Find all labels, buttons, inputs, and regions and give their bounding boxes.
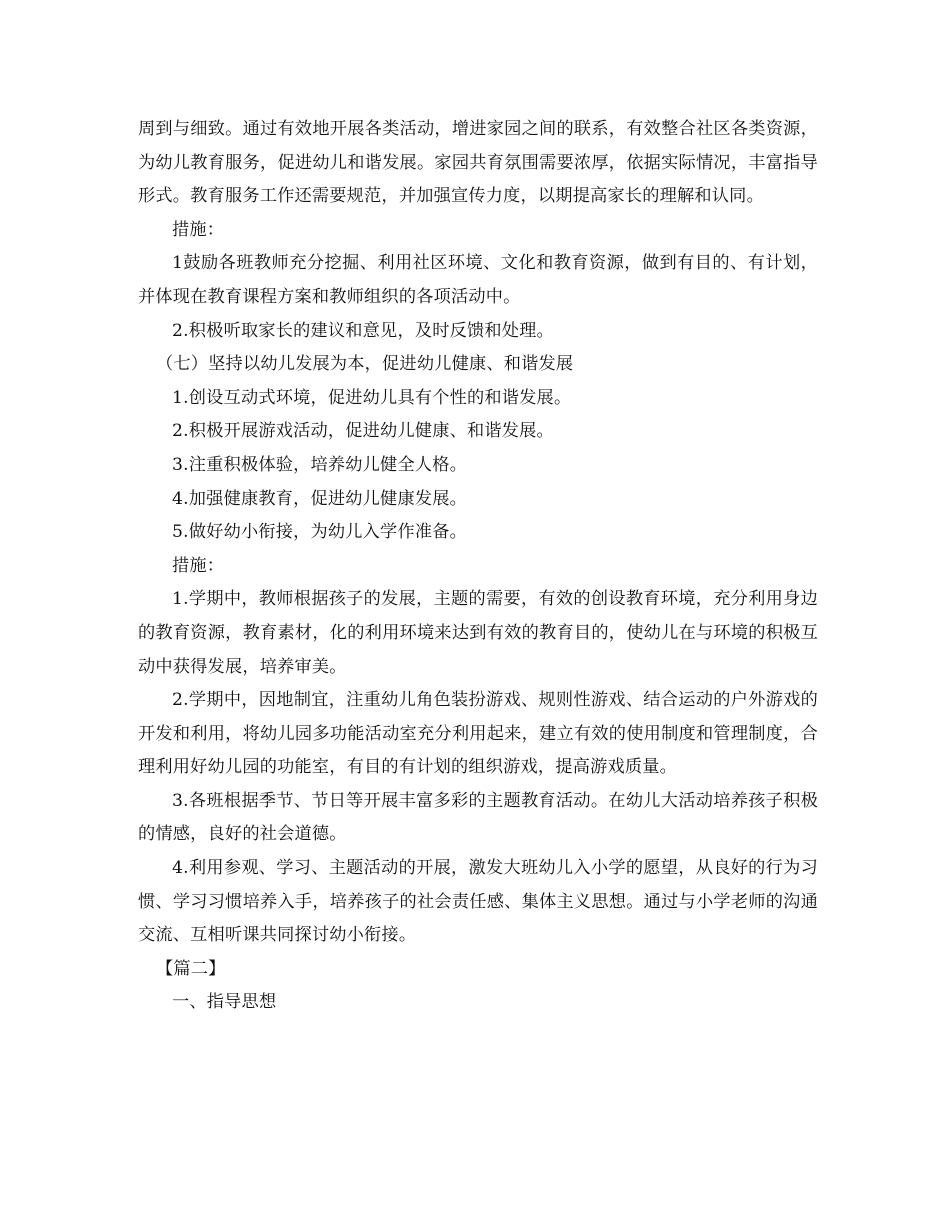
measures-label-2: 措施： <box>172 555 225 576</box>
measure-item-2: 2.积极听取家长的建议和意见，及时反馈和处理。 <box>172 320 554 341</box>
goal-item-1: 1.创设互动式环境，促进幼儿具有个性的和谐发展。 <box>172 387 572 408</box>
section-heading-seven: （七）坚持以幼儿发展为本，促进幼儿健康、和谐发展 <box>156 354 574 375</box>
measure-detail-4: 4.利用参观、学习、主题活动的开展，激发大班幼儿入小学的愿望，从良好的行为习惯、学习习惯培养入手，培养孩子的社会责任感、集体主义思想。通过与小学老师的沟通交流、互相听课共同探讨幼小衔接。 <box>138 858 818 946</box>
measure-detail-2: 2.学期中，因地制宜，注重幼儿角色装扮游戏、规则性游戏、结合运动的户外游戏的开发和利用，将幼儿园多功能活动室充分利用起来，建立有效的使用制度和管理制度，合理利用好幼儿园的功能室，有目的有计划的组织游戏，提高游戏质量。 <box>138 690 818 778</box>
measure-detail-1: 1.学期中，教师根据孩子的发展，主题的需要，有效的创设教育环境，充分利用身边的教育资源，教育素材，化的利用环境来达到有效的教育目的，使幼儿在与环境的积极互动中获得发展，培养审美。 <box>138 589 818 677</box>
measure-item-1: 1鼓励各班教师充分挖掘、利用社区环境、文化和教育资源，做到有目的、有计划，并体现在教育课程方案和教师组织的各项活动中。 <box>138 253 818 307</box>
measures-label: 措施： <box>172 219 225 240</box>
document-body <box>138 113 818 1020</box>
goal-item-3: 3.注重积极体验，培养幼儿健全人格。 <box>172 454 468 475</box>
guiding-ideology-heading: 一、指导思想 <box>172 992 277 1013</box>
paragraph-continuation: 周到与细致。通过有效地开展各类活动，增进家园之间的联系，有效整合社区各类资源，为幼儿教育服务，促进幼儿和谐发展。家园共育氛围需要浓厚，依据实际情况，丰富指导形式。教育服务工作还需要规范，并加强宣传力度，以期提高家长的理解和认同。 <box>138 119 818 207</box>
part-two-heading: 【篇二】 <box>156 958 226 979</box>
goal-item-4: 4.加强健康教育，促进幼儿健康发展。 <box>172 488 468 509</box>
goal-item-2: 2.积极开展游戏活动，促进幼儿健康、和谐发展。 <box>172 421 554 442</box>
goal-item-5: 5.做好幼小衔接，为幼儿入学作准备。 <box>172 522 468 543</box>
measure-detail-3: 3.各班根据季节、节日等开展丰富多彩的主题教育活动。在幼儿大活动培养孩子积极的情感，良好的社会道德。 <box>138 790 818 845</box>
